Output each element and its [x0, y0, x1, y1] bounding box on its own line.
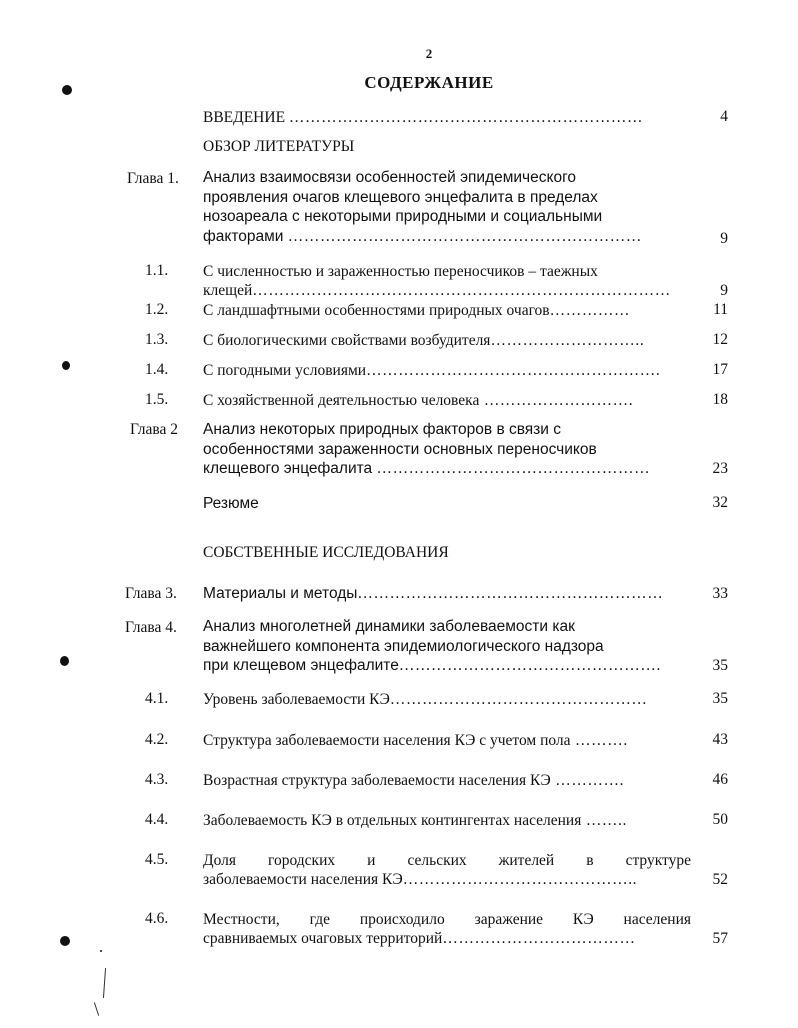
toc-entry-chapter-3[interactable]: [203, 584, 691, 604]
entry-line: при клещевом энцефалите: [203, 657, 399, 674]
toc-entry-1-3[interactable]: [203, 331, 691, 350]
entry-line: клещей: [203, 282, 253, 299]
entry-title: Материалы и методы: [203, 585, 358, 602]
dot-leader: ………………………..: [490, 332, 645, 349]
section-heading-review: ОБЗОР ЛИТЕРАТУРЫ: [203, 138, 355, 155]
entry-line: С биологическими свойствами возбудителя: [203, 332, 491, 349]
toc-entry-4-2[interactable]: [203, 731, 691, 750]
entry-line: важнейшего компонента эпидемиологического надзора: [203, 637, 604, 655]
chapter-label: Глава 4.: [125, 619, 177, 636]
dot-leader: ……….: [570, 732, 628, 749]
dot-leader: …………………………………………………………: [287, 227, 642, 245]
entry-line: Доля городских и сельских жителей в структуре: [203, 852, 691, 869]
dot-leader: ……………………………………………………………………: [252, 282, 671, 299]
dot-leader: ……………: [549, 302, 631, 319]
subsection-number: 4.1.: [145, 690, 169, 707]
subsection-number: 4.5.: [145, 851, 169, 868]
entry-title: Резюме: [203, 495, 259, 512]
toc-entry-4-3[interactable]: [203, 771, 691, 790]
dot-leader: ………….: [550, 772, 625, 789]
page-ref-4-2: 43: [712, 731, 728, 748]
punch-hole-mark: [62, 85, 72, 95]
subsection-number: 4.4.: [145, 811, 169, 828]
toc-entry-4-5[interactable]: [203, 851, 691, 889]
toc-entry-1-4[interactable]: [203, 361, 691, 380]
page-ref-4-6: 57: [712, 930, 728, 947]
toc-entry-4-6[interactable]: [203, 910, 691, 948]
toc-entry-summary[interactable]: [203, 494, 691, 514]
page-ref-1-1: 9: [720, 282, 728, 299]
punch-hole-mark: [60, 936, 70, 946]
subsection-number: 4.6.: [145, 910, 169, 927]
toc-entry-1-2[interactable]: [203, 301, 691, 320]
page-ref-intro: 4: [720, 108, 728, 125]
entry-line: Возрастная структура заболеваемости населения КЭ: [203, 772, 551, 789]
toc-entry-chapter-4[interactable]: [203, 617, 691, 676]
chapter-label: Глава 2: [130, 421, 179, 438]
page-ref-1-5: 18: [712, 391, 728, 408]
page-ref-1-4: 17: [712, 361, 728, 378]
page-ref-chapter-3: 33: [712, 585, 728, 602]
entry-line: Анализ многолетней динамики заболеваемости как: [203, 618, 575, 635]
entry-line: С численностью и зараженностью переносчиков – таежных: [203, 263, 598, 280]
toc-entry-chapter-2[interactable]: [203, 420, 691, 479]
subsection-number: 1.5.: [145, 391, 169, 408]
toc-entry-1-5[interactable]: [203, 391, 691, 410]
page-ref-chapter-1: 9: [720, 230, 728, 247]
dot-leader: ……………………………………..: [402, 871, 638, 888]
entry-line: Заболеваемость КЭ в отдельных контингентах населения: [203, 812, 582, 829]
entry-line: особенностями зараженности основных переносчиков: [203, 440, 597, 458]
entry-line: сравниваемых очаговых территорий: [203, 930, 443, 947]
entry-line: Структура заболеваемости населения КЭ с учетом пола: [203, 732, 571, 749]
page-ref-chapter-2: 23: [712, 460, 728, 477]
entry-line: Уровень заболеваемости КЭ: [203, 691, 390, 708]
chapter-label: Глава 1.: [127, 170, 179, 187]
toc-entry-1-1[interactable]: [203, 262, 691, 300]
dot-leader: …………………………………………: [389, 691, 648, 708]
page-ref-1-2: 11: [713, 301, 728, 318]
dot-leader: …………………………………………………………: [288, 109, 644, 126]
entry-line: заболеваемости населения КЭ: [203, 871, 403, 888]
entry-line: нозоареала с некоторыми природными и социальными: [203, 208, 603, 225]
entry-line: проявления очагов клещевого энцефалита в пределах: [203, 188, 598, 206]
entry-line: Анализ некоторых природных факторов в связи с: [203, 421, 562, 438]
entry-line: С ландшафтными особенностями природных очагов: [203, 302, 550, 319]
entry-line: С хозяйственной деятельностью человека: [203, 392, 480, 409]
toc-entry-chapter-1[interactable]: [203, 168, 691, 246]
toc-entry-4-4[interactable]: [203, 811, 691, 830]
entry-line: Местности, где происходило заражение КЭ населения: [203, 911, 691, 928]
pencil-mark: [94, 1002, 99, 1016]
subsection-number: 1.1.: [145, 262, 169, 279]
entry-title: ВВЕДЕНИЕ: [203, 109, 286, 126]
punch-hole-mark: [62, 361, 70, 370]
scan-speck: [100, 950, 102, 952]
page-ref-1-3: 12: [712, 331, 728, 348]
subsection-number: 1.2.: [145, 301, 169, 318]
page-ref-summary: 32: [712, 494, 728, 511]
subsection-number: 4.3.: [145, 771, 169, 788]
subsection-number: 1.4.: [145, 361, 169, 378]
pencil-mark: [103, 968, 106, 998]
page-number: 2: [425, 46, 433, 61]
page-ref-4-3: 46: [712, 771, 728, 788]
dot-leader: …………………………………………………: [357, 585, 664, 602]
page-ref-4-4: 50: [712, 811, 728, 828]
entry-line: С погодными условиями: [203, 362, 367, 379]
page-ref-4-1: 35: [712, 690, 728, 707]
toc-entry-4-1[interactable]: [203, 690, 691, 709]
dot-leader: ……………………….: [479, 392, 634, 409]
entry-line: Анализ взаимосвязи особенностей эпидемического: [203, 169, 577, 186]
toc-entry-intro[interactable]: [203, 108, 691, 127]
dot-leader: ……………………………………………….: [366, 362, 661, 379]
punch-hole-mark: [60, 656, 69, 666]
page-ref-4-5: 52: [712, 871, 728, 888]
section-heading-own: СОБСТВЕННЫЕ ИССЛЕДОВАНИЯ: [203, 544, 449, 561]
entry-line: клещевого энцефалита: [203, 460, 373, 477]
page-title: СОДЕРЖАНИЕ: [364, 73, 494, 92]
dot-leader: ……..: [581, 812, 627, 829]
chapter-label: Глава 3.: [125, 585, 177, 602]
subsection-number: 4.2.: [145, 731, 169, 748]
dot-leader: ………………………………………….: [398, 657, 661, 674]
entry-line: факторами: [203, 227, 284, 245]
dot-leader: ………………………………: [442, 930, 636, 947]
dot-leader: ……………………………………………: [376, 460, 651, 477]
page-ref-chapter-4: 35: [712, 657, 728, 674]
subsection-number: 1.3.: [145, 331, 169, 348]
